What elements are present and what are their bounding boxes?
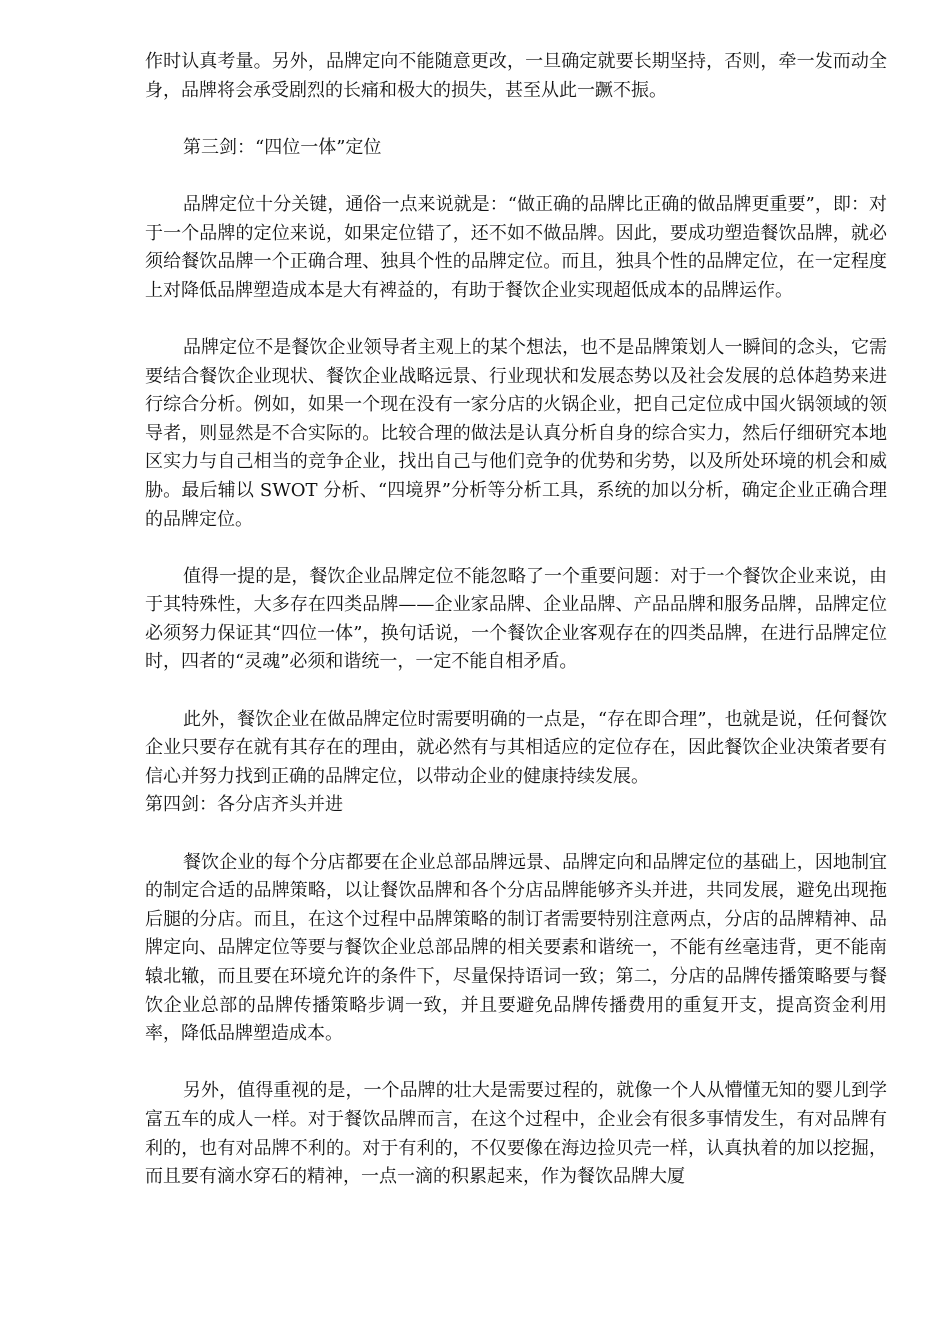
paragraph-existence-reasonable: 此外，餐饮企业在做品牌定位时需要明确的一点是，“存在即合理”，也就是说，任何餐饮企业只要存在就有其存在的理由，就必然有与其相适应的定位存在，因此餐饮企业决策者要有信心并努力找到正确的品牌定位，以带动企业的健康持续发展。 [145, 708, 887, 787]
paragraph-brand-growth: 另外，值得重视的是，一个品牌的壮大是需要过程的，就像一个人从懵懂无知的婴儿到学富五车的成人一样。对于餐饮品牌而言，在这个过程中，企业会有很多事情发生，有对品牌有利的，也有对品牌不利的。对于有利的，不仅要像在海边捡贝壳一样，认真执着的加以挖掘，而且要有滴水穿石的精神，一点一滴的积累起来，作为餐饮品牌大厦 [145, 1080, 887, 1188]
section-heading-fourth-sword: 第四剑：各分店齐头并进 [145, 794, 343, 816]
paragraph-positioning-analysis: 品牌定位不是餐饮企业领导者主观上的某个想法，也不是品牌策划人一瞬间的念头，它需要结合餐饮企业现状、餐饮企业战略远景、行业现状和发展态势以及社会发展的总体趋势来进行综合分析。例如，如果一个现在没有一家分店的火锅企业，把自己定位成中国火锅领域的领导者，则显然是不合实际的。比较合理的做法是认真分析自身的综合实力，然后仔细研究本地区实力与自己相当的竞争企业，找出自己与他们竞争的优势和劣势，以及所处环境的机会和威胁。最后辅以 SWOT 分析、“四境界”分析等分析工具，系统的加以分析，确定企业正确合理的品牌定位。 [145, 336, 887, 530]
section-heading-third-sword: 第三剑：“四位一体”定位 [183, 136, 382, 158]
paragraph-continuation: 作时认真考量。另外，品牌定向不能随意更改，一旦确定就要长期坚持，否则，牵一发而动全身，品牌将会承受剧烈的长痛和极大的损失，甚至从此一蹶不振。 [145, 51, 887, 101]
paragraph-brand-positioning: 品牌定位十分关键，通俗一点来说就是：“做正确的品牌比正确的做品牌更重要”，即：对于一个品牌的定位来说，如果定位错了，还不如不做品牌。因此，要成功塑造餐饮品牌，就必须给餐饮品牌一个正确合理、独具个性的品牌定位。而且，独具个性的品牌定位，在一定程度上对降低品牌塑造成本是大有裨益的，有助于餐饮企业实现超低成本的品牌运作。 [145, 193, 887, 301]
paragraph-four-in-one: 值得一提的是，餐饮企业品牌定位不能忽略了一个重要问题：对于一个餐饮企业来说，由于其特殊性，大多存在四类品牌——企业家品牌、企业品牌、产品品牌和服务品牌，品牌定位必须努力保证其“四位一体”，换句话说，一个餐饮企业客观存在的四类品牌，在进行品牌定位时，四者的“灵魂”必须和谐统一，一定不能自相矛盾。 [145, 565, 887, 673]
document-body [145, 48, 887, 1220]
paragraph-branch-stores: 餐饮企业的每个分店都要在企业总部品牌远景、品牌定向和品牌定位的基础上，因地制宜的制定合适的品牌策略，以让餐饮品牌和各个分店品牌能够齐头并进，共同发展，避免出现拖后腿的分店。而且，在这个过程中品牌策略的制订者需要特别注意两点，分店的品牌精神、品牌定向、品牌定位等要与餐饮企业总部品牌的相关要素和谐统一，不能有丝毫违背，更不能南辕北辙，而且要在环境允许的条件下，尽量保持语词一致；第二，分店的品牌传播策略要与餐饮企业总部的品牌传播策略步调一致，并且要避免品牌传播费用的重复开支，提高资金利用率，降低品牌塑造成本。 [145, 851, 887, 1045]
